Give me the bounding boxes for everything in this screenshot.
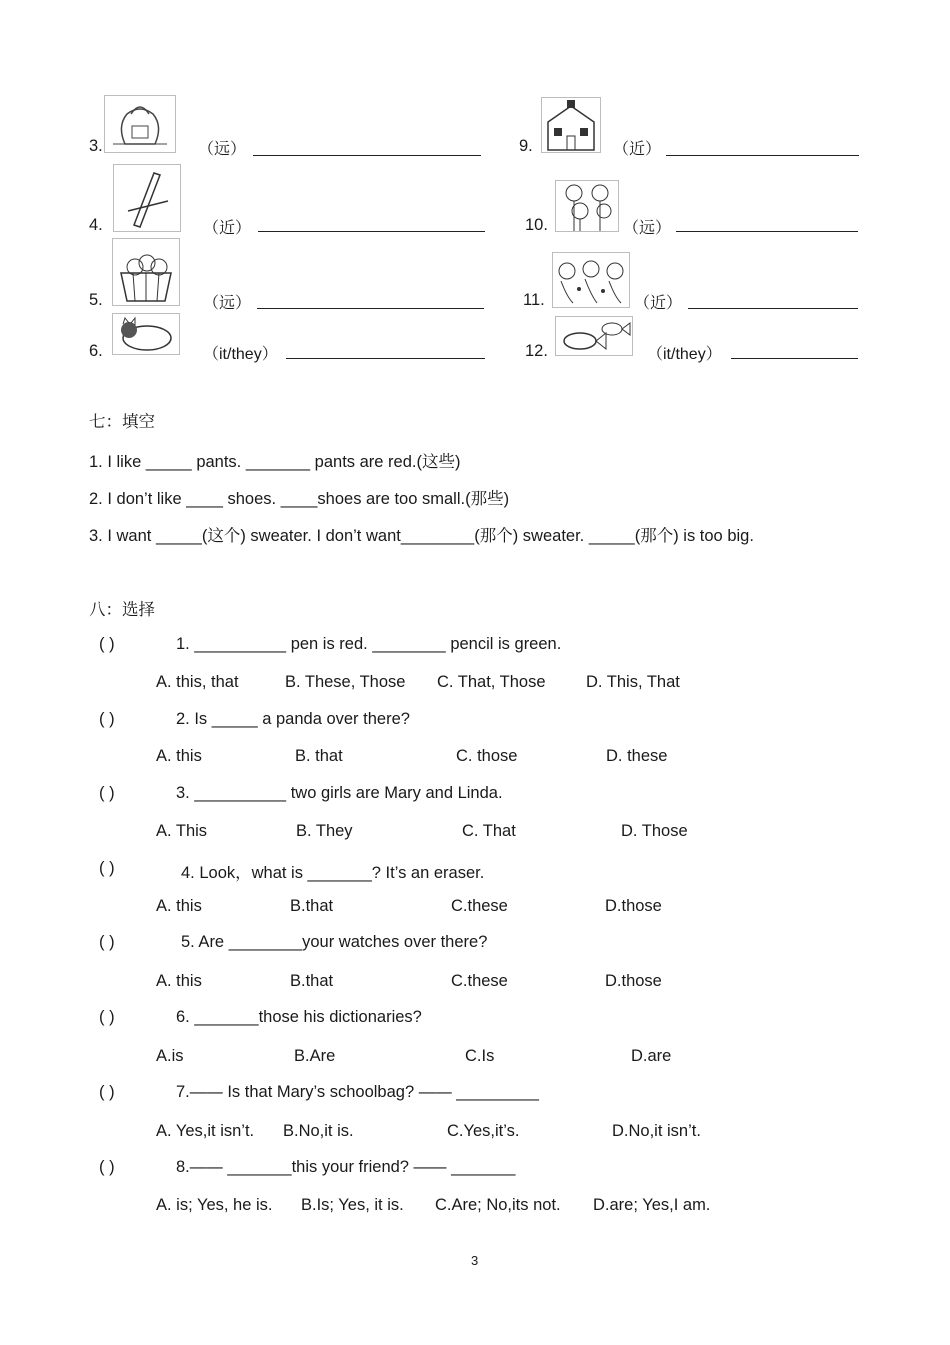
question-text: 4. Look，what is _______? It’s an eraser. <box>181 864 485 882</box>
option-d[interactable]: D.those <box>605 897 662 915</box>
fill-line: 2. I don’t like ____ shoes. ____shoes are too small.(那些) <box>89 490 510 508</box>
answer-blank[interactable] <box>258 231 485 232</box>
option-a[interactable]: A. this, that <box>156 673 239 691</box>
answer-paren[interactable]: ( ) <box>99 1083 115 1101</box>
option-c[interactable]: C. That <box>462 822 516 840</box>
section-title: 七：填空 <box>89 413 155 431</box>
item-hint: （远） <box>203 295 252 312</box>
option-c[interactable]: C. That, Those <box>437 673 546 691</box>
option-c[interactable]: C.these <box>451 972 508 990</box>
house-icon <box>541 97 601 153</box>
option-b[interactable]: B. These, Those <box>285 673 406 691</box>
fill-line: 3. I want _____(这个) sweater. I don’t want________(那个) sweater. _____(那个) is too big. <box>89 527 754 545</box>
item-hint: （远） <box>623 220 672 237</box>
answer-blank[interactable] <box>257 308 484 309</box>
pen-icon <box>113 164 181 232</box>
item-hint: （it/they） <box>203 346 278 363</box>
fish-icon <box>555 316 633 356</box>
option-d[interactable]: D.are; Yes,I am. <box>593 1196 711 1214</box>
answer-blank[interactable] <box>286 358 485 359</box>
option-a[interactable]: A. this <box>156 747 202 765</box>
option-a[interactable]: A. this <box>156 972 202 990</box>
answer-paren[interactable]: ( ) <box>99 710 115 728</box>
option-b[interactable]: B.that <box>290 897 334 915</box>
item-hint: （远） <box>198 141 247 158</box>
option-d[interactable]: D. these <box>606 747 668 765</box>
question-text: 5. Are ________your watches over there? <box>181 933 488 951</box>
item-number: 12. <box>525 342 548 360</box>
item-hint: （it/they） <box>647 346 722 363</box>
item-number: 3. <box>89 137 103 155</box>
option-c[interactable]: C. those <box>456 747 518 765</box>
option-b[interactable]: B.Is; Yes, it is. <box>301 1196 404 1214</box>
answer-blank[interactable] <box>676 231 858 232</box>
answer-paren[interactable]: ( ) <box>99 933 115 951</box>
answer-paren[interactable]: ( ) <box>99 1158 115 1176</box>
schoolbag-icon <box>104 95 176 153</box>
option-b[interactable]: B.that <box>290 972 334 990</box>
question-text: 6. _______those his dictionaries? <box>176 1008 422 1026</box>
answer-blank[interactable] <box>253 155 481 156</box>
option-a[interactable]: A. is; Yes, he is. <box>156 1196 273 1214</box>
option-d[interactable]: D.those <box>605 972 662 990</box>
item-number: 11. <box>523 291 545 309</box>
option-d[interactable]: D.No,it isn’t. <box>612 1122 701 1140</box>
roses-icon <box>555 180 619 232</box>
item-number: 6. <box>89 342 103 360</box>
answer-paren[interactable]: ( ) <box>99 1008 115 1026</box>
answer-paren[interactable]: ( ) <box>99 784 115 802</box>
option-c[interactable]: C.Is <box>465 1047 495 1065</box>
question-text: 3. __________ two girls are Mary and Linda. <box>176 784 503 802</box>
option-d[interactable]: D. This, That <box>586 673 680 691</box>
item-number: 5. <box>89 291 103 309</box>
option-b[interactable]: B. that <box>295 747 343 765</box>
page-number: 3 <box>471 1253 479 1268</box>
option-c[interactable]: C.these <box>451 897 508 915</box>
apple-basket-icon <box>112 238 180 306</box>
answer-blank[interactable] <box>666 155 859 156</box>
item-hint: （近） <box>203 220 252 237</box>
item-hint: （近） <box>634 295 683 312</box>
option-b[interactable]: B.No,it is. <box>283 1122 354 1140</box>
cats-icon <box>552 252 630 308</box>
option-c[interactable]: C.Are; No,its not. <box>435 1196 561 1214</box>
item-hint: （近） <box>613 141 662 158</box>
question-text: 8.—— _______this your friend? —— _______ <box>176 1158 516 1176</box>
question-text: 2. Is _____ a panda over there? <box>176 710 410 728</box>
section-title: 八：选择 <box>89 601 155 619</box>
fill-line: 1. I like _____ pants. _______ pants are red.(这些) <box>89 453 461 471</box>
question-text: 7.—— Is that Mary’s schoolbag? —— _________ <box>176 1083 539 1101</box>
cat-icon <box>112 313 180 355</box>
answer-blank[interactable] <box>688 308 858 309</box>
option-d[interactable]: D. Those <box>621 822 688 840</box>
question-text: 1. __________ pen is red. ________ pencil is green. <box>176 635 562 653</box>
item-number: 4. <box>89 216 103 234</box>
option-a[interactable]: A. This <box>156 822 208 840</box>
option-c[interactable]: C.Yes,it’s. <box>447 1122 520 1140</box>
option-a[interactable]: A.is <box>156 1047 184 1065</box>
item-number: 9. <box>519 137 533 155</box>
option-a[interactable]: A. this <box>156 897 202 915</box>
option-a[interactable]: A. Yes,it isn’t. <box>156 1122 255 1140</box>
item-number: 10. <box>525 216 548 234</box>
option-b[interactable]: B. They <box>296 822 353 840</box>
option-d[interactable]: D.are <box>631 1047 672 1065</box>
answer-paren[interactable]: ( ) <box>99 635 115 653</box>
answer-blank[interactable] <box>731 358 858 359</box>
option-b[interactable]: B.Are <box>294 1047 336 1065</box>
answer-paren[interactable]: ( ) <box>99 859 115 877</box>
